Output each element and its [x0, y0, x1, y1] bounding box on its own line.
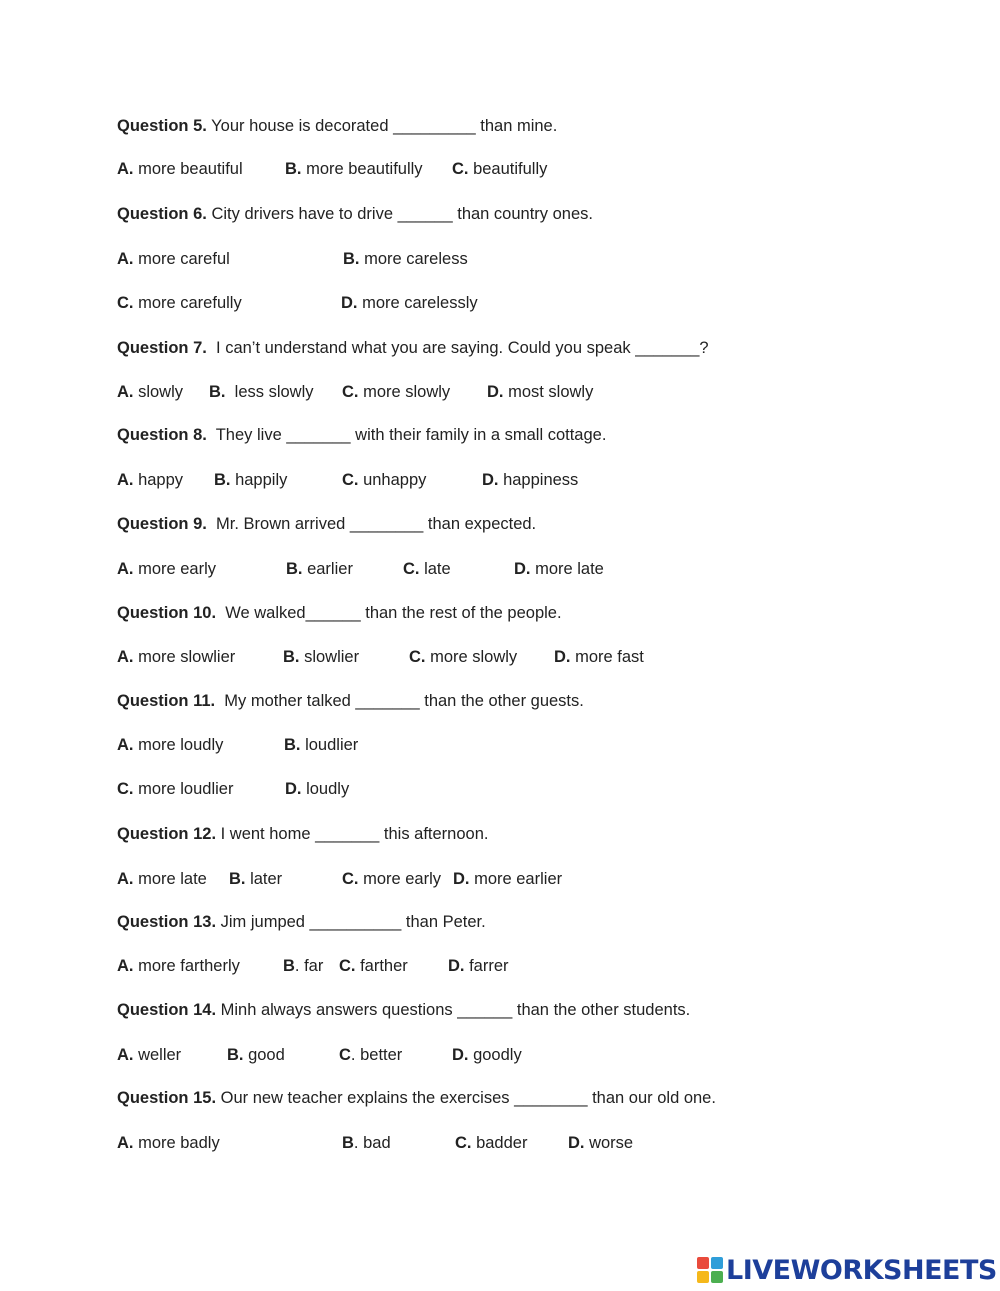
- option-c[interactable]: C. farther: [339, 957, 408, 975]
- option-d[interactable]: D. loudly: [285, 780, 350, 798]
- option-a[interactable]: A. more slowlier: [117, 648, 236, 666]
- option-a[interactable]: A. more careful: [117, 250, 230, 268]
- option-d[interactable]: D. happiness: [482, 471, 579, 489]
- option-b[interactable]: B. happily: [214, 471, 288, 489]
- option-c[interactable]: C. beautifully: [452, 160, 548, 178]
- option-c[interactable]: C. more early: [342, 870, 442, 888]
- option-c[interactable]: C. more carefully: [117, 294, 242, 312]
- option-d[interactable]: D. goodly: [452, 1046, 522, 1064]
- option-c[interactable]: C. badder: [455, 1134, 528, 1152]
- option-c[interactable]: C. more slowly: [409, 648, 518, 666]
- question-10-options: [117, 647, 817, 667]
- question-7-options: [117, 382, 817, 402]
- liveworksheets-logo[interactable]: [697, 1255, 997, 1285]
- question-12: Question 12. I went home _______ this afternoon.: [117, 825, 489, 843]
- question-15-options: [117, 1133, 817, 1153]
- option-a[interactable]: A. more loudly: [117, 736, 224, 754]
- question-11-options-row-1: [117, 735, 817, 755]
- option-d[interactable]: D. more fast: [554, 648, 644, 666]
- logo-text: LIVEWORKSHEETS: [726, 1254, 997, 1286]
- option-a[interactable]: A. more early: [117, 560, 217, 578]
- question-text: Your house is decorated _________ than mine.: [206, 117, 558, 135]
- option-d[interactable]: D. more carelessly: [341, 294, 478, 312]
- question-15: Question 15. Our new teacher explains the exercises ________ than our old one.: [117, 1089, 716, 1107]
- question-6-options-row-2: [117, 293, 817, 313]
- question-13: Question 13. Jim jumped __________ than Peter.: [117, 913, 486, 931]
- question-6: Question 6. City drivers have to drive ______ than country ones.: [117, 205, 593, 223]
- option-b[interactable]: B. bad: [342, 1134, 391, 1152]
- question-12-options: [117, 869, 817, 889]
- option-b[interactable]: B. far: [283, 957, 324, 975]
- question-6-options-row-1: [117, 249, 817, 269]
- option-b[interactable]: B. more careless: [343, 250, 468, 268]
- option-c[interactable]: C. late: [403, 560, 451, 578]
- option-c[interactable]: C. more slowly: [342, 383, 451, 401]
- question-14-options: [117, 1045, 817, 1065]
- question-10: Question 10. We walked______ than the rest of the people.: [117, 604, 562, 622]
- option-a[interactable]: A. more beautiful: [117, 160, 243, 178]
- question-9-options: [117, 559, 817, 579]
- question-14: Question 14. Minh always answers questions ______ than the other students.: [117, 1001, 691, 1019]
- option-d[interactable]: D. worse: [568, 1134, 634, 1152]
- option-b[interactable]: B. more beautifully: [285, 160, 423, 178]
- option-a[interactable]: A. happy: [117, 471, 184, 489]
- option-a[interactable]: A. weller: [117, 1046, 182, 1064]
- option-d[interactable]: D. more late: [514, 560, 604, 578]
- option-b[interactable]: B. good: [227, 1046, 285, 1064]
- option-c[interactable]: C. better: [339, 1046, 403, 1064]
- question-5: [117, 116, 557, 136]
- question-8-options: [117, 470, 817, 490]
- option-a[interactable]: A. more fartherly: [117, 957, 240, 975]
- question-7: Question 7. I can’t understand what you are saying. Could you speak _______?: [117, 339, 709, 357]
- question-9: Question 9. Mr. Brown arrived ________ than expected.: [117, 515, 537, 533]
- option-d[interactable]: D. most slowly: [487, 383, 594, 401]
- logo-mark-icon: [697, 1257, 723, 1283]
- option-a[interactable]: A. more late: [117, 870, 207, 888]
- option-b[interactable]: B. later: [229, 870, 283, 888]
- question-8: Question 8. They live _______ with their family in a small cottage.: [117, 426, 607, 444]
- option-a[interactable]: A. slowly: [117, 383, 184, 401]
- option-b[interactable]: B. less slowly: [209, 383, 314, 401]
- option-b[interactable]: B. earlier: [286, 560, 353, 578]
- question-13-options: [117, 956, 817, 976]
- option-c[interactable]: C. more loudlier: [117, 780, 234, 798]
- question-label: Question 5.: [117, 117, 207, 135]
- option-b[interactable]: B. slowlier: [283, 648, 360, 666]
- option-d[interactable]: D. farrer: [448, 957, 509, 975]
- option-d[interactable]: D. more earlier: [453, 870, 563, 888]
- question-11: Question 11. My mother talked _______ than the other guests.: [117, 692, 584, 710]
- question-11-options-row-2: [117, 779, 817, 799]
- option-b[interactable]: B. loudlier: [284, 736, 359, 754]
- option-a[interactable]: A. more badly: [117, 1134, 220, 1152]
- option-c[interactable]: C. unhappy: [342, 471, 427, 489]
- question-5-options: [117, 159, 817, 179]
